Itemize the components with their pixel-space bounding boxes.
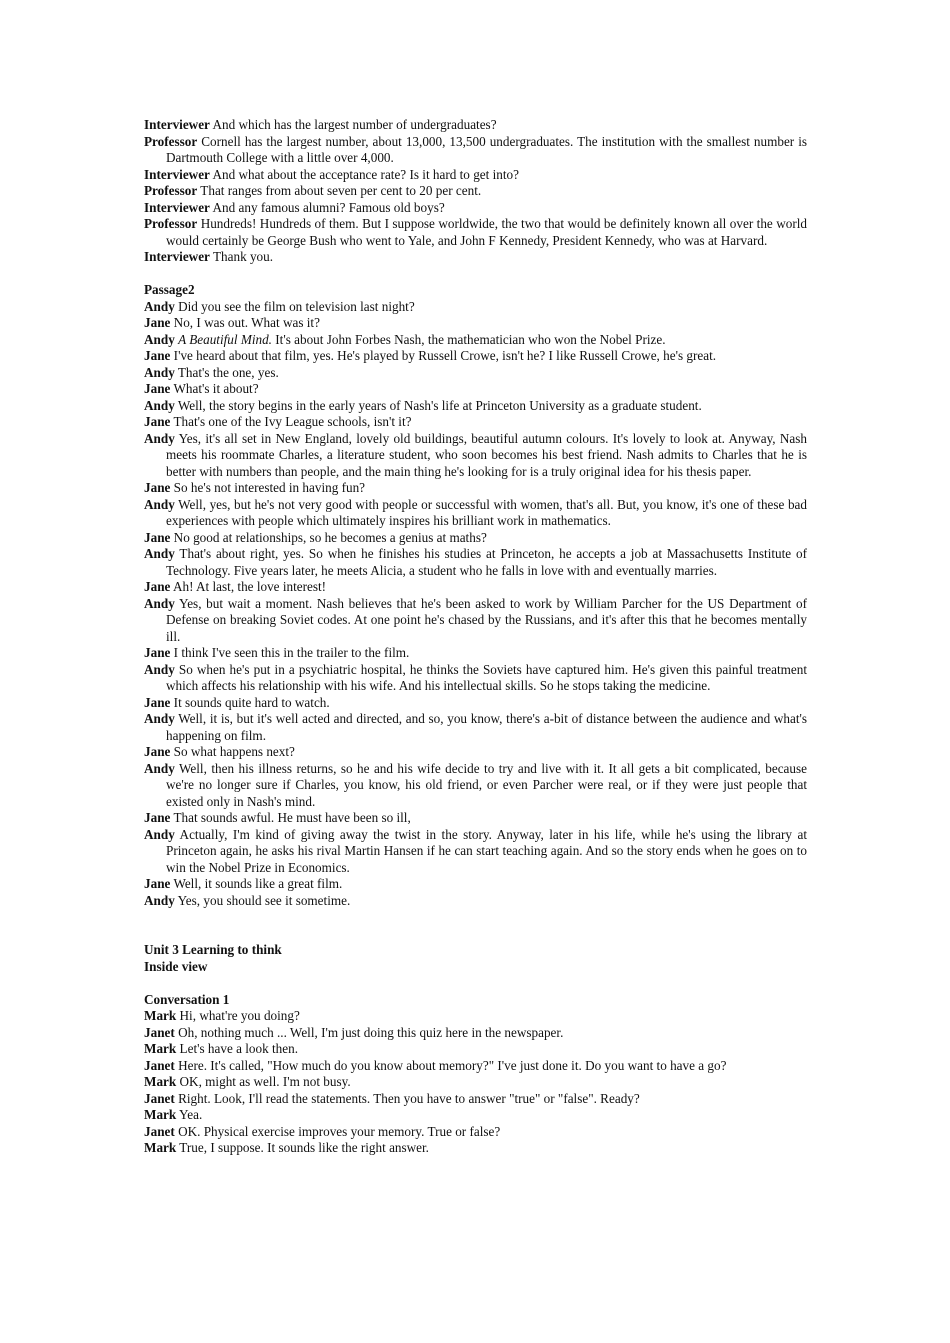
line-text: Yea. xyxy=(179,1107,203,1122)
dialogue-line xyxy=(144,299,807,316)
dialogue-line xyxy=(144,761,807,811)
line-text: Oh, nothing much ... Well, I'm just doing this quiz here in the newspaper. xyxy=(178,1024,564,1040)
speaker: Andy xyxy=(144,826,175,842)
dialogue-line xyxy=(144,1124,807,1141)
line-text: And what about the acceptance rate? Is it hard to get into? xyxy=(212,166,519,182)
speaker: Interviewer xyxy=(144,117,210,132)
dialogue-line xyxy=(144,546,807,579)
line-text: Well, it sounds like a great film. xyxy=(173,876,343,891)
speaker: Andy xyxy=(144,298,175,314)
passage2 xyxy=(144,282,807,909)
speaker: Professor xyxy=(144,216,198,231)
unit3-section xyxy=(144,942,807,1157)
dialogue-line xyxy=(144,530,807,547)
dialogue-line xyxy=(144,893,807,910)
line-text: Well, then his illness returns, so he and his wife decide to try and live with it. It all gets a bit complicated, because we're no longer sure if Charles, you know, his old friend, or even Parcher were real, or if they were just people that existed only in Nash's mind. xyxy=(166,760,807,809)
speaker: Jane xyxy=(144,579,171,594)
speaker: Andy xyxy=(144,711,175,726)
speaker: Andy xyxy=(144,364,175,380)
line-text: I think I've seen this in the trailer to the film. xyxy=(173,645,410,660)
speaker: Andy xyxy=(144,496,175,512)
line-text: What's it about? xyxy=(173,381,259,396)
dialogue-line xyxy=(144,398,807,415)
line-text: True, I suppose. It sounds like the right answer. xyxy=(179,1140,429,1155)
line-text: Yes, it's all set in New England, lovely old buildings, beautiful autumn colours. It's lovely to look at. Anyway, Nash meets his roommate Charles, a literature student, who soon becomes his best friend. Nash admits to Charles that he is better with numbers than people, and the main thing he's looking for is a truly original idea for his thesis paper. xyxy=(166,430,808,479)
dialogue-line xyxy=(144,134,807,167)
dialogue-line xyxy=(144,645,807,662)
speaker: Interviewer xyxy=(144,249,210,264)
unit-subtitle: Inside view xyxy=(144,958,208,974)
dialogue-line xyxy=(144,249,807,266)
line-text: OK. Physical exercise improves your memory. True or false? xyxy=(178,1123,501,1139)
dialogue-line xyxy=(144,381,807,398)
dialogue-line xyxy=(144,1058,807,1075)
line-text: And any famous alumni? Famous old boys? xyxy=(212,199,445,215)
line-text: No good at relationships, so he becomes a genius at maths? xyxy=(173,529,487,545)
speaker: Janet xyxy=(144,1123,175,1139)
spacer xyxy=(144,909,807,942)
speaker: Andy xyxy=(144,331,175,347)
line-text: Hi, what're you doing? xyxy=(179,1008,300,1023)
line-text: That's about right, yes. So when he finishes his studies at Princeton, he accepts a job at Massachusetts Institute of Technology. Five years later, he meets Alicia, a student who he falls in love with and eventually marries. xyxy=(166,546,807,578)
speaker: Professor xyxy=(144,183,198,198)
line-text: I've heard about that film, yes. He's played by Russell Crowe, isn't he? I like Russell Crowe, he's great. xyxy=(173,348,717,363)
speaker: Jane xyxy=(144,810,171,825)
dialogue-line xyxy=(144,431,807,481)
line-text: Did you see the film on television last night? xyxy=(178,298,415,314)
passage1-tail xyxy=(144,117,807,266)
line-text: Ah! At last, the love interest! xyxy=(172,579,327,594)
line-text: And which has the largest number of undergraduates? xyxy=(212,117,497,132)
speaker: Professor xyxy=(144,133,198,149)
line-text: So he's not interested in having fun? xyxy=(173,480,366,495)
speaker: Jane xyxy=(144,744,171,759)
line-text: Actually, I'm kind of giving away the twist in the story. Anyway, later in his life, while he's using the library at Princeton again, he asks his rival Martin Hansen if he can start teaching again. And so the story ends when he goes on to win the Nobel Prize in Economics. xyxy=(166,826,807,875)
speaker: Jane xyxy=(144,529,171,545)
dialogue-line xyxy=(144,200,807,217)
dialogue-line xyxy=(144,1025,807,1042)
speaker: Mark xyxy=(144,1074,177,1089)
dialogue-line xyxy=(144,876,807,893)
dialogue-line xyxy=(144,711,807,744)
line-text: So when he's put in a psychiatric hospital, he thinks the Soviets have captured him. He's given this painful treatment which affects his relationship with his wife. And his intellectual skills. So he stops taking the medicine. xyxy=(166,661,807,693)
line-text: Well, it is, but it's well acted and directed, and so, you know, there's a-bit of distance between the audience and what's happening on film. xyxy=(166,711,808,743)
spacer xyxy=(144,975,807,992)
dialogue-line xyxy=(144,365,807,382)
dialogue-line xyxy=(144,579,807,596)
line-text: Let's have a look then. xyxy=(179,1041,298,1056)
line-text: Here. It's called, "How much do you know about memory?" I've just done it. Do you want to have a go? xyxy=(178,1057,727,1073)
speaker: Interviewer xyxy=(144,199,210,215)
dialogue-line xyxy=(144,1074,807,1091)
line-text: That's one of the Ivy League schools, isn't it? xyxy=(173,414,412,429)
dialogue-line xyxy=(144,744,807,761)
dialogue-line xyxy=(144,1140,807,1157)
dialogue-line xyxy=(144,414,807,431)
speaker: Janet xyxy=(144,1057,175,1073)
spacer xyxy=(144,266,807,283)
speaker: Jane xyxy=(144,876,171,891)
line-text: That ranges from about seven per cent to 20 per cent. xyxy=(200,183,482,198)
dialogue-line xyxy=(144,1008,807,1025)
dialogue-line xyxy=(144,497,807,530)
dialogue-line xyxy=(144,1091,807,1108)
speaker: Mark xyxy=(144,1041,177,1056)
speaker: Jane xyxy=(144,480,171,495)
speaker: Jane xyxy=(144,381,171,396)
line-text: No, I was out. What was it? xyxy=(173,315,320,330)
dialogue-line xyxy=(144,315,807,332)
line-text: Hundreds! Hundreds of them. But I suppose worldwide, the two that would be definitely known all over the world would certainly be George Bush who went to Yale, and John F Kennedy, President Kennedy, who was at Harvard. xyxy=(166,216,807,248)
line-text: Yes, but wait a moment. Nash believes that he's been asked to work by William Parcher for the US Department of Defense on breaking Soviet codes. At one point he's chased by the Russians, and it's after this that he becomes mentally ill. xyxy=(166,595,807,644)
speaker: Mark xyxy=(144,1107,177,1122)
speaker: Andy xyxy=(144,661,175,677)
dialogue-line xyxy=(144,695,807,712)
dialogue-line xyxy=(144,348,807,365)
speaker: Andy xyxy=(144,892,175,908)
speaker: Andy xyxy=(144,430,175,446)
speaker: Andy xyxy=(144,760,175,776)
dialogue-line xyxy=(144,183,807,200)
dialogue-line xyxy=(144,480,807,497)
line-text: Well, the story begins in the early years of Nash's life at Princeton University as a graduate student. xyxy=(177,397,702,413)
line-text: It's about John Forbes Nash, the mathematician who won the Nobel Prize. xyxy=(275,331,666,347)
line-text: That's the one, yes. xyxy=(177,364,279,380)
passage2-heading: Passage2 xyxy=(144,282,195,297)
line-text: That sounds awful. He must have been so ill, xyxy=(173,810,411,825)
speaker: Andy xyxy=(144,397,175,413)
line-text: Cornell has the largest number, about 13,000, 13,500 undergraduates. The institution with the smallest number is Dartmouth College with a little over 4,000. xyxy=(166,133,808,165)
line-text: Yes, you should see it sometime. xyxy=(177,892,351,908)
line-text: It sounds quite hard to watch. xyxy=(173,694,330,710)
speaker: Janet xyxy=(144,1090,175,1106)
speaker: Janet xyxy=(144,1024,175,1040)
line-text: Well, yes, but he's not very good with people or successful with women, that's all. But, you know, it's one of these bad experiences with people which ultimately inspires his brilliant work in mathematics. xyxy=(166,496,807,528)
dialogue-line xyxy=(144,596,807,646)
conversation-heading: Conversation 1 xyxy=(144,991,230,1007)
unit-title: Unit 3 Learning to think xyxy=(144,942,282,957)
dialogue-line xyxy=(144,1041,807,1058)
speaker: Mark xyxy=(144,1008,177,1023)
dialogue-line xyxy=(144,662,807,695)
speaker: Andy xyxy=(144,546,175,561)
speaker: Jane xyxy=(144,315,171,330)
speaker: Jane xyxy=(144,414,171,429)
dialogue-line xyxy=(144,117,807,134)
dialogue-line xyxy=(144,827,807,877)
dialogue-line xyxy=(144,810,807,827)
document-page xyxy=(144,117,807,1157)
dialogue-line xyxy=(144,332,807,349)
line-text: So what happens next? xyxy=(173,744,295,759)
speaker: Jane xyxy=(144,694,171,710)
speaker: Jane xyxy=(144,348,171,363)
dialogue-line xyxy=(144,1107,807,1124)
dialogue-line xyxy=(144,216,807,249)
speaker: Andy xyxy=(144,595,175,611)
film-title: A Beautiful Mind. xyxy=(178,331,272,347)
line-text: OK, might as well. I'm not busy. xyxy=(179,1074,351,1089)
speaker: Jane xyxy=(144,645,171,660)
line-text: Right. Look, I'll read the statements. Then you have to answer "true" or "false". Ready? xyxy=(178,1090,640,1106)
speaker: Mark xyxy=(144,1140,177,1155)
line-text: Thank you. xyxy=(212,249,274,264)
dialogue-line xyxy=(144,167,807,184)
speaker: Interviewer xyxy=(144,166,210,182)
